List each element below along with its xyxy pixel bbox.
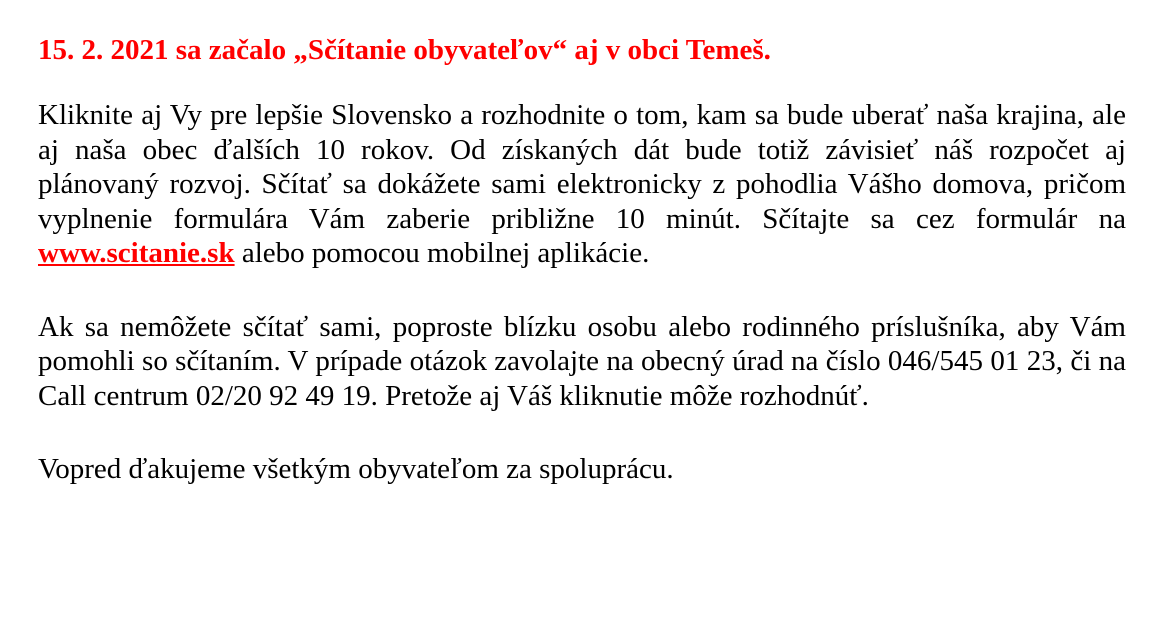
- paragraph-thanks: Vopred ďakujeme všetkým obyvateľom za spoluprácu.: [38, 453, 674, 485]
- scitanie-link[interactable]: www.scitanie.sk: [38, 237, 235, 269]
- paragraph-intro-text: Kliknite aj Vy pre lepšie Slovensko a rozhodnite o tom, kam sa bude uberať naša krajina, ale aj naša obec ďalších 10 rokov. Od získaných dát bude totiž závisieť náš rozpočet aj plánovaný rozvoj. Sčítať sa dokážete sami elektronicky z pohodlia Vášho domova, pričom vyplnenie formulára Vám zaberie približne 10 minút. Sčítajte sa cez formulár na: [38, 99, 1126, 235]
- paragraph-intro-text-end: alebo pomocou mobilnej aplikácie.: [234, 237, 650, 269]
- paragraph-intro: [38, 98, 1126, 271]
- page-title: 15. 2. 2021 sa začalo „Sčítanie obyvateľov“ aj v obci Temeš.: [38, 34, 771, 66]
- paragraph-help: Ak sa nemôžete sčítať sami, poproste blízku osobu alebo rodinného príslušníka, aby Vám pomohli so sčítaním. V prípade otázok zavolajte na obecný úrad na číslo 046/545 01 23, či na Call centrum 02/20 92 49 19. Pretože aj Váš kliknutie môže rozhodnúť.: [38, 310, 1126, 412]
- document-page: [38, 30, 1126, 487]
